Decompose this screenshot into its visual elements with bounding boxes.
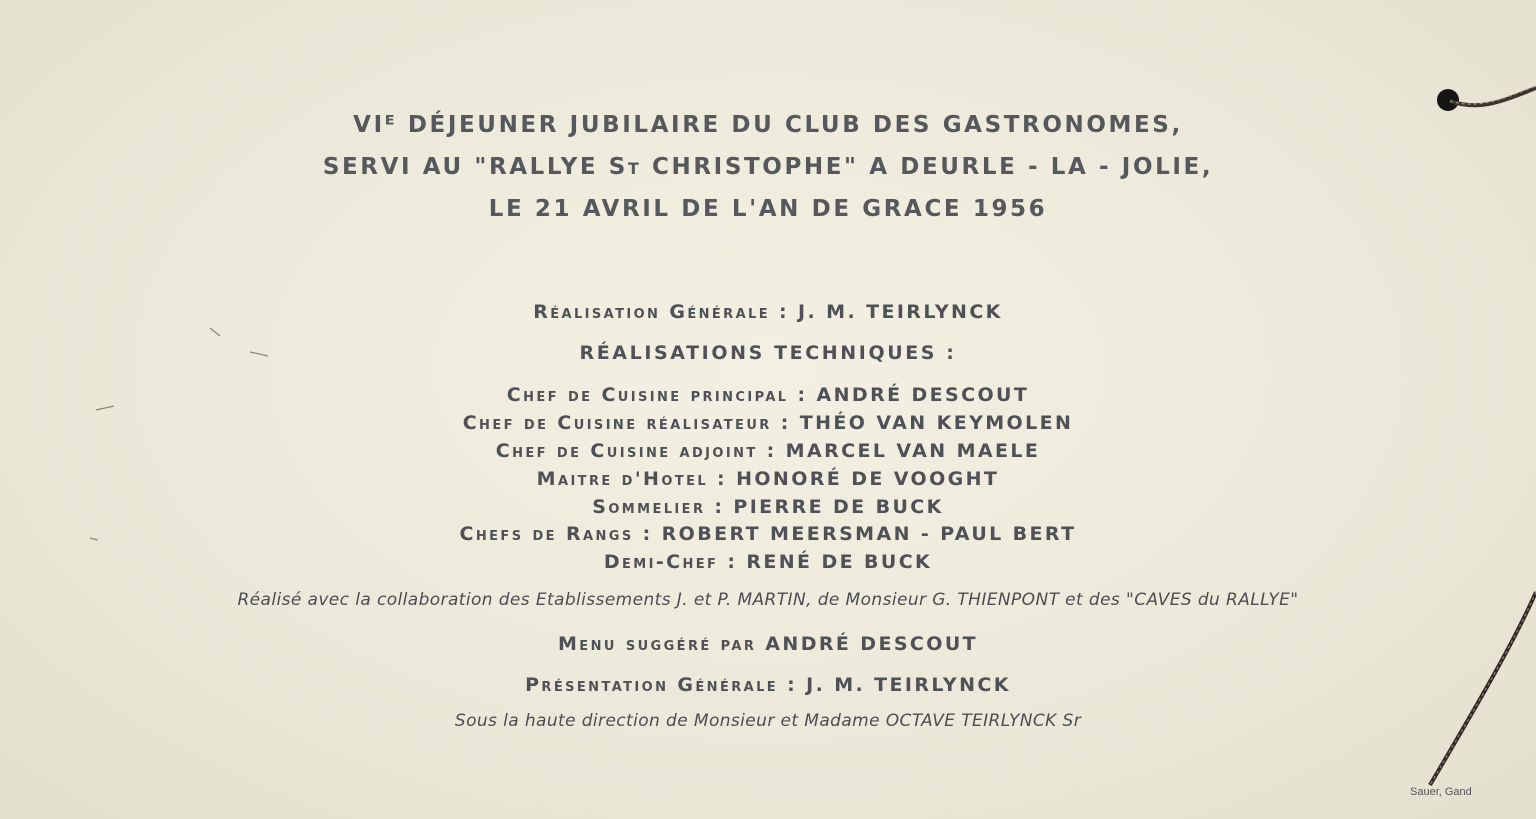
title-line-2: SERVI AU "RALLYE St CHRISTOPHE" A DEURLE - LA - JOLIE, [322,154,1214,180]
staff-line: Chefs de Rangs : ROBERT MEERSMAN - PAUL BERT [459,523,1077,545]
title-line-1: VIᴱ DÉJEUNER JUBILAIRE DU CLUB DES GASTRONOMES, [353,112,1183,138]
staff-line: Chef de Cuisine principal : ANDRÉ DESCOUT [506,384,1030,406]
staff-line: Chef de Cuisine réalisateur : THÉO VAN KEYMOLEN [462,412,1074,434]
menu-suggere: Menu suggéré par ANDRÉ DESCOUT [557,633,979,655]
realisation-generale: Réalisation Générale : J. M. TEIRLYNCK [533,301,1003,323]
direction-note: Sous la haute direction de Monsieur et Madame OCTAVE TEIRLYNCK Sr [454,711,1082,731]
staff-line: Demi-Chef : RENÉ DE BUCK [603,551,933,573]
title-line-3: LE 21 AVRIL DE L'AN DE GRACE 1956 [488,196,1048,222]
printer-mark: Sauer, Gand [1410,786,1472,798]
staff-line: Chef de Cuisine adjoint : MARCEL VAN MAELE [495,440,1041,462]
presentation-generale: Présentation Générale : J. M. TEIRLYNCK [525,674,1011,696]
collaboration-note: Réalisé avec la collaboration des Etablissements J. et P. MARTIN, de Monsieur G. THIENPONT et des "CAVES du RALLYE" [237,590,1299,610]
staff-line: Sommelier : PIERRE DE BUCK [592,496,944,518]
realisations-techniques-heading: RÉALISATIONS TECHNIQUES : [579,342,957,364]
staff-line: Maitre d'Hotel : HONORÉ DE VOOGHT [536,468,1000,490]
